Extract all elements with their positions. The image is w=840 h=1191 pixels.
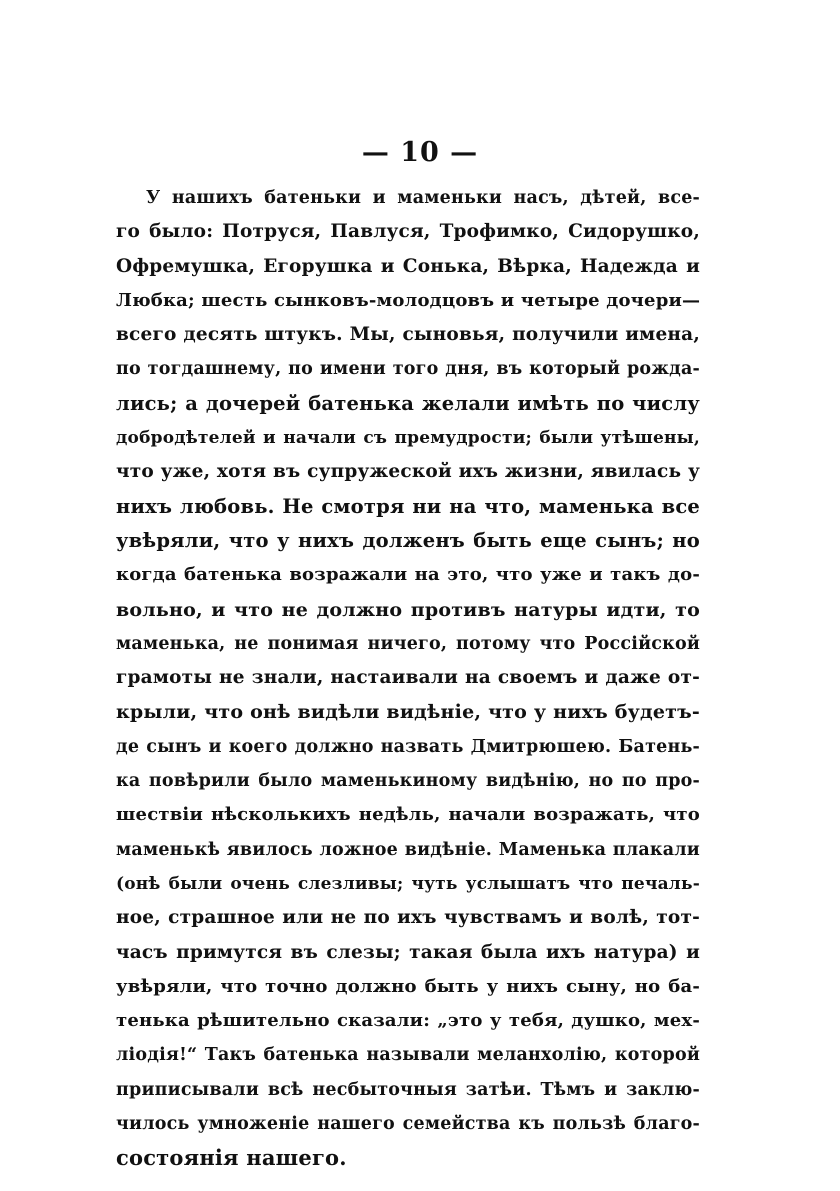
text-line: шествіи нѣсколькихъ недѣль, начали возражать, что	[116, 804, 700, 826]
text-line: что уже, хотя въ супружеской ихъ жизни, явилась у	[116, 461, 700, 483]
text-line: вольно, и что не должно противъ натуры идти, то	[116, 598, 700, 621]
text-line: У нашихъ батеньки и маменьки насъ, дѣтей, все-	[146, 188, 700, 208]
text-line: добродѣтелей и начали съ премудрости; были утѣшены,	[116, 428, 700, 449]
text-line: крыли, что онѣ видѣли видѣніе, что у нихъ будетъ-	[116, 701, 700, 724]
text-line: нихъ любовь. Не смотря ни на что, маменька все	[116, 494, 700, 518]
text-line: грамоты не знали, настаивали на своемъ и даже от-	[116, 667, 700, 689]
text-line: часъ примутся въ слезы; такая была ихъ натура) и	[116, 941, 700, 963]
page-number: — 10 —	[361, 137, 479, 168]
text-line: лись; а дочерей батенька желали имѣть по числу	[116, 391, 700, 415]
body-text	[116, 181, 700, 1176]
text-line: чилось умноженіе нашего семейства къ пользѣ благо-	[116, 1114, 700, 1135]
text-line: де сынъ и коего должно назвать Дмитрюшею. Батень-	[116, 736, 700, 757]
text-line: го было: Потруся, Павлуся, Трофимко, Сидорушко,	[116, 221, 700, 243]
text-line: по тогдашнему, по имени того дня, въ который рожда-	[116, 359, 700, 380]
text-line: маменькѣ явилось ложное видѣніе. Маменька плакали	[116, 839, 700, 860]
text-line: всего десять штукъ. Мы, сыновья, получили имена,	[116, 324, 700, 346]
text-line: ное, страшное или не по ихъ чувствамъ и волѣ, тот-	[116, 907, 700, 929]
text-line: увѣряли, что точно должно быть у нихъ сыну, но ба-	[116, 975, 700, 997]
text-line: приписывали всѣ несбыточныя затѣи. Тѣмъ и заклю-	[116, 1079, 700, 1100]
text-line: лiодія!“ Такъ батенька называли меланхолію, которой	[116, 1045, 700, 1066]
text-line: состоянія нашего.	[116, 1145, 347, 1171]
text-line: маменька, не понимая ничего, потому что Россійской	[116, 633, 700, 654]
text-line: тенька рѣшительно сказали: „это у тебя, душко, мех-	[116, 1010, 700, 1032]
text-line: когда батенька возражали на это, что уже и такъ до-	[116, 564, 700, 586]
text-line: ка повѣрили было маменькиному видѣнію, но по про-	[116, 771, 700, 792]
text-line: Офремушка, Егорушка и Сонька, Вѣрка, Надежда и	[116, 255, 700, 277]
text-line: Любка; шесть сынковъ-молодцовъ и четыре дочери—	[116, 289, 701, 311]
text-line: увѣряли, что у нихъ долженъ быть еще сынъ; но	[116, 528, 700, 552]
text-line: (онѣ были очень слезливы; чуть услышатъ что печаль-	[116, 873, 700, 894]
